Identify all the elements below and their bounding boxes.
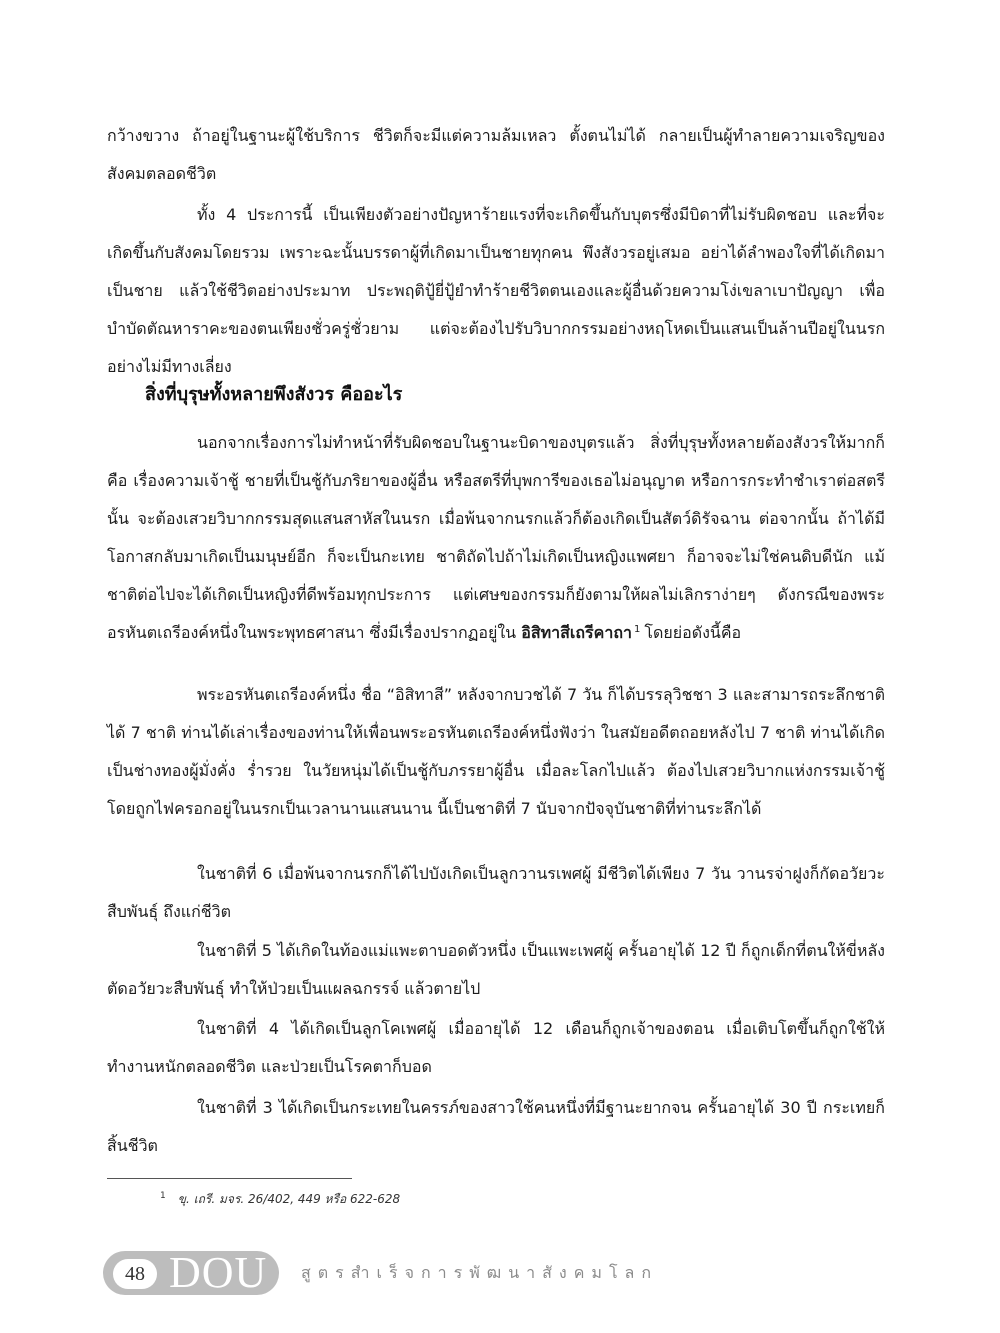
paragraph-5: ในชาติที่ 6 เมื่อพ้นจากนรกก็ได้ไปบังเกิดเป็นลูกวานรเพศผู้ มีชีวิตได้เพียง 7 วัน วานรจ่าฝูงก็กัดอวัยวะสืบพันธุ์ ถึงแก่ชีวิต <box>107 864 885 921</box>
dou-logo-badge <box>103 1248 279 1297</box>
paragraph-3-main: นอกจากเรื่องการไม่ทำหน้าที่รับผิดชอบในฐานะบิดาของบุตรแล้ว สิ่งที่บุรุษทั้งหลายต้องสังวรให้มากก็คือ เรื่องความเจ้าชู้ ชายที่เป็นชู้กับภริยาของผู้อื่น หรือสตรีที่บุพการีของเธอไม่อนุญาต หรือการกระทำชำเราต่อสตรีนั้น จะต้องเสวยวิบากกรรมสุดแสนสาหัสในนรก เมื่อพ้นจากนรกแล้วก็ต้องเกิดเป็นสัตว์ดิรัจฉาน ต่อจากนั้น ถ้าได้มีโอกาสกลับมาเกิดเป็นมนุษย์อีก ก็จะเป็นกะเทย ชาติถัดไปถ้าไม่เกิดเป็นหญิงแพศยา ก็อาจจะไม่ใช่คนดิบดีนัก แม้ชาติต่อไปจะได้เกิดเป็นหญิงที่ดีพร้อมทุกประการ แต่เศษของกรรมก็ยังตามให้ผลไม่เลิกราง่ายๆ ดังกรณีของพระอรหันตเถรีองค์หนึ่งในพระพุทธศาสนา ซึ่งมีเรื่องปรากฏอยู่ใน <box>107 433 885 642</box>
paragraph-3-end: โดยย่อดังนี้คือ <box>644 623 742 642</box>
paragraph-1: กว้างขวาง ถ้าอยู่ในฐานะผู้ใช้บริการ ชีวิตก็จะมีแต่ความล้มเหลว ตั้งตนไม่ได้ กลายเป็นผู้ทำลายความเจริญของสังคมตลอดชีวิต <box>107 126 885 183</box>
footnote <box>160 1186 400 1209</box>
footnote-reference[interactable]: 1 <box>633 623 641 635</box>
scripture-title: อิสิทาสีเถรีคาถา <box>521 623 632 642</box>
paragraph-6: ในชาติที่ 5 ได้เกิดในท้องแม่แพะตาบอดตัวหนึ่ง เป็นแพะเพศผู้ ครั้นอายุได้ 12 ปี ก็ถูกเด็กที่ตนให้ขี่หลัง ตัดอวัยวะสืบพันธุ์ ทำให้ป่วยเป็นแผลฉกรรจ์ แล้วตายไป <box>107 941 885 998</box>
page-footer <box>103 1248 883 1298</box>
paragraph-4: พระอรหันตเถรีองค์หนึ่ง ชื่อ “อิสิทาสี” หลังจากบวชได้ 7 วัน ก็ได้บรรลุวิชชา 3 และสามารถระลึกชาติได้ 7 ชาติ ท่านได้เล่าเรื่องของท่านให้เพื่อนพระอรหันตเถรีองค์หนึ่งฟังว่า ในสมัยอดีตถอยหลังไป 7 ชาติ ท่านได้เกิดเป็นช่างทองผู้มั่งคั่ง ร่ำรวย ในวัยหนุ่มได้เป็นชู้กับภรรยาผู้อื่น เมื่อละโลกไปแล้ว ต้องไปเสวยวิบากแห่งกรรมเจ้าชู้โดยถูกไฟครอกอยู่ในนรกเป็นเวลานานแสนนาน นี้เป็นชาติที่ 7 นับจากปัจจุบันชาติที่ท่านระลึกได้ <box>107 685 885 818</box>
footnote-divider <box>107 1178 352 1179</box>
paragraph-2: ทั้ง 4 ประการนี้ เป็นเพียงตัวอย่างปัญหาร้ายแรงที่จะเกิดขึ้นกับบุตรซึ่งมีบิดาที่ไม่รับผิดชอบ และที่จะเกิดขึ้นกับสังคมโดยรวม เพราะฉะนั้นบรรดาผู้ที่เกิดมาเป็นชายทุกคน พึงสังวรอยู่เสมอ อย่าได้ลำพองใจที่ได้เกิดมาเป็นชาย แล้วใช้ชีวิตอย่างประมาท ประพฤติปู้ยี่ปู้ยำทำร้ายชีวิตตนเองและผู้อื่นด้วยความโง่เขลาเบาปัญญา เพื่อบำบัดตัณหาราคะของตนเพียงชั่วครู่ชั่วยาม แต่จะต้องไปรับวิบากกรรมอย่างหฤโหดเป็นแสนเป็นล้านปีอยู่ในนรกอย่างไม่มีทางเลี่ยง <box>107 205 885 376</box>
paragraph-3 <box>107 424 885 652</box>
dou-logo: DOU <box>169 1248 268 1297</box>
page-number: 48 <box>113 1259 157 1289</box>
paragraph-7: ในชาติที่ 4 ได้เกิดเป็นลูกโคเพศผู้ เมื่ออายุได้ 12 เดือนก็ถูกเจ้าของตอน เมื่อเติบโตขึ้นก็ถูกใช้ให้ทำงานหนักตลอดชีวิต และป่วยเป็นโรคตาก็บอด <box>107 1019 885 1076</box>
paragraph-8: ในชาติที่ 3 ได้เกิดเป็นกระเทยในครรภ์ของสาวใช้คนหนึ่งที่มีฐานะยากจน ครั้นอายุได้ 30 ปี กระเทยก็สิ้นชีวิต <box>107 1098 885 1155</box>
footnote-text: ขุ. เถรี. มจร. 26/402, 449 หรือ 622-628 <box>177 1192 401 1206</box>
book-title: สูตรสำเร็จการพัฒนาสังคมโลก <box>301 1263 659 1282</box>
footnote-number: 1 <box>160 1191 166 1201</box>
section-heading: สิ่งที่บุรุษทั้งหลายพึงสังวร คืออะไร <box>145 384 403 405</box>
